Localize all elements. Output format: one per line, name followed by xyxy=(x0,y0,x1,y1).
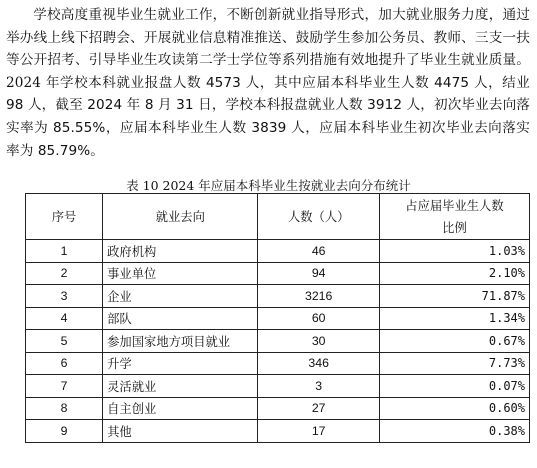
cell-index: 4 xyxy=(26,307,103,330)
cell-index: 7 xyxy=(26,375,103,398)
cell-ratio: 0.07% xyxy=(379,375,529,398)
cell-destination: 升学 xyxy=(103,352,258,375)
table-row xyxy=(26,285,530,308)
cell-index: 5 xyxy=(26,330,103,353)
cell-ratio: 0.67% xyxy=(379,330,529,353)
fresh-count: 4475 xyxy=(434,74,470,91)
cell-index: 2 xyxy=(26,262,103,285)
overall-rate: 85.55% xyxy=(53,119,106,136)
cell-ratio: 0.38% xyxy=(379,420,529,443)
cell-count: 346 xyxy=(258,352,380,375)
total-count: 4573 xyxy=(205,74,241,91)
cell-destination: 政府机构 xyxy=(103,240,258,263)
table-row xyxy=(26,307,530,330)
cell-count: 27 xyxy=(258,397,380,420)
table-caption: 表 10 2024 年应届本科毕业生按就业去向分布统计 xyxy=(126,178,411,193)
intro-paragraph: 学校高度重视毕业生就业工作，不断创新就业指导形式，加大就业服务力度，通过举办线上线下招聘会、开展就业信息精准推送、鼓励学生参加公务员、教师、三支一扶等公开招考、引导毕业生攻读第二学士学位等系列措施有效地提升了毕业生就业质量。2024 年学校本科就业报盘人数 4573 人，其中应届本科毕业生人数 4475 人，结业 98 人，截至 2024 年 8 月 31 日，学校本科报盘就业人数 3912 人，初次毕业去向落实率为 85.55%，应届本科毕业生人数 3839 人，应届本科毕业生初次毕业去向落实率为 85.79%。 xyxy=(6,7,530,159)
cell-destination: 其他 xyxy=(103,420,258,443)
cell-destination: 企业 xyxy=(103,285,258,308)
jieye-count: 98 xyxy=(6,97,24,114)
table-row xyxy=(26,240,530,263)
intro-sentence: 学校高度重视毕业生就业工作，不断创新就业指导形式，加大就业服务力度，通过举办线上线下招聘会、开展就业信息精准推送、鼓励学生参加公务员、教师、三支一扶等公开招考、引导毕业生攻读第二学士学位等系列措施有效地提升了毕业生就业质量。 xyxy=(6,7,530,69)
cell-count: 94 xyxy=(258,262,380,285)
fresh-rate: 85.79% xyxy=(37,142,91,159)
cell-ratio: 2.10% xyxy=(379,262,529,285)
header-index: 序号 xyxy=(26,194,103,240)
cell-index: 8 xyxy=(26,397,103,420)
cell-index: 6 xyxy=(26,352,103,375)
cell-count: 46 xyxy=(258,240,380,263)
table-header-row xyxy=(26,194,530,240)
cutoff-date: 2024 年 8 月 31 日 xyxy=(87,97,212,114)
cell-index: 3 xyxy=(26,285,103,308)
header-ratio xyxy=(379,194,529,240)
fresh-employed-count: 3839 xyxy=(251,119,287,136)
header-ratio-line1: 占应届毕业生人数 xyxy=(405,198,504,213)
cell-count: 17 xyxy=(258,420,380,443)
cell-ratio: 7.73% xyxy=(379,352,529,375)
table-row xyxy=(26,397,530,420)
cell-destination: 事业单位 xyxy=(103,262,258,285)
cell-destination: 部队 xyxy=(103,307,258,330)
table-row xyxy=(26,262,530,285)
table-row xyxy=(26,375,530,398)
cell-destination: 灵活就业 xyxy=(103,375,258,398)
cell-destination: 参加国家地方项目就业 xyxy=(103,330,258,353)
cell-ratio: 0.60% xyxy=(379,397,529,420)
employment-distribution-table xyxy=(25,193,530,443)
cell-ratio: 1.34% xyxy=(379,307,529,330)
cell-count: 30 xyxy=(258,330,380,353)
cell-count: 3216 xyxy=(258,285,380,308)
cell-index: 1 xyxy=(26,240,103,263)
table-row xyxy=(26,420,530,443)
cell-destination: 自主创业 xyxy=(103,397,258,420)
cell-count: 60 xyxy=(258,307,380,330)
header-count: 人数（人） xyxy=(258,194,380,240)
cell-index: 9 xyxy=(26,420,103,443)
header-ratio-line2: 比例 xyxy=(442,220,467,235)
cell-ratio: 71.87% xyxy=(379,285,529,308)
header-destination: 就业去向 xyxy=(103,194,258,240)
cell-ratio: 1.03% xyxy=(379,240,529,263)
table-row xyxy=(26,352,530,375)
employed-count: 3912 xyxy=(367,97,403,114)
cell-count: 3 xyxy=(258,375,380,398)
table-row xyxy=(26,330,530,353)
